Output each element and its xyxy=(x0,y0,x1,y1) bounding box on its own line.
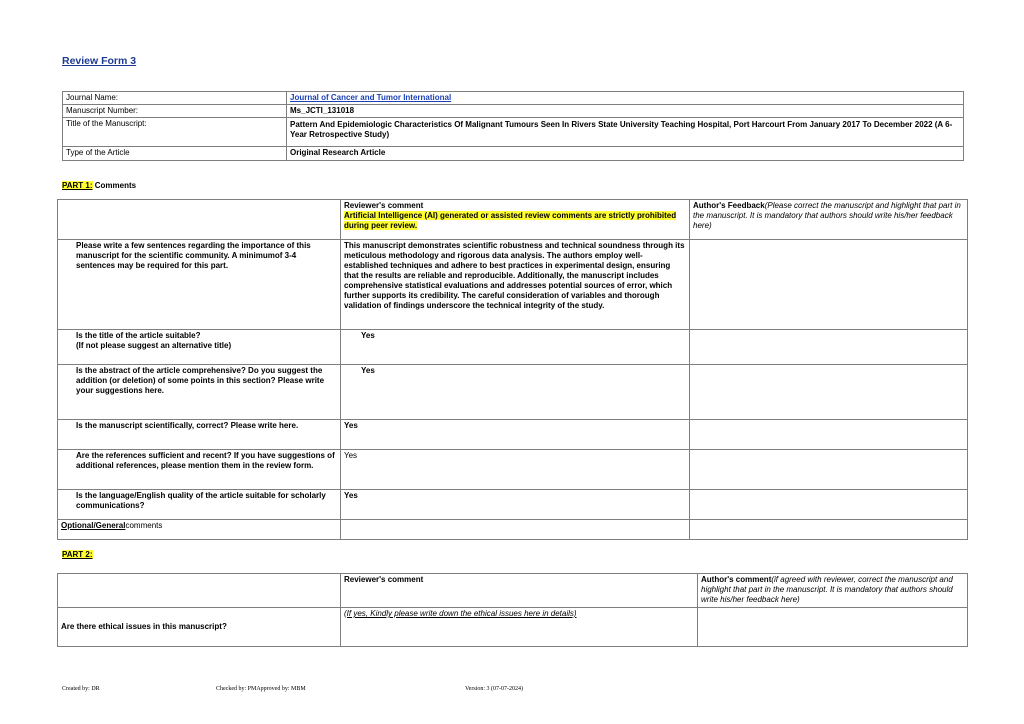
comment-title-suitable: Yes xyxy=(341,330,690,365)
question-scientific: Is the manuscript scientifically, correct? Please write here. xyxy=(58,420,341,450)
ethics-comment-cell[interactable] xyxy=(341,608,698,647)
question-title-line2: (If not please suggest an alternative title) xyxy=(76,341,232,350)
author-feedback-title[interactable] xyxy=(690,330,968,365)
question-title-suitable xyxy=(58,330,341,365)
question-language: Is the language/English quality of the article suitable for scholarly communications? xyxy=(58,490,341,520)
ethics-hint: (If yes, Kindly please write down the ethical issues here in details) xyxy=(344,609,577,618)
manuscript-info-table xyxy=(62,91,964,161)
manuscript-number-value: Ms_JCTI_131018 xyxy=(287,105,964,118)
author-feedback-header: Author's Feedback xyxy=(693,201,765,210)
part1-header-blank xyxy=(58,200,341,240)
author-feedback-optional[interactable] xyxy=(690,520,968,540)
part2-ethics-table xyxy=(57,573,968,647)
comment-importance: This manuscript demonstrates scientific robustness and technical soundness through its meticulous methodology and rigorous data analysis. The authors employ well-established techniques and adhere to best practices in experimental design, ensuring that the results are reliable and reproducible. Additionally, the manuscript includes comprehensive statistical evaluations and addresses potential sources of error, which further supports its credibility. The careful consideration of variables and thorough validation of findings underscore the technical integrity of the study. xyxy=(341,240,690,330)
article-type-value: Original Research Article xyxy=(287,147,964,161)
part1-label: PART 1: xyxy=(62,181,93,190)
reviewer-comment-header: Reviewer's comment xyxy=(344,201,424,210)
form-title: Review Form 3 xyxy=(62,55,137,67)
part2-reviewer-header: Reviewer's comment xyxy=(341,574,698,608)
author-feedback-references[interactable] xyxy=(690,450,968,490)
manuscript-title-value: Pattern And Epidemiologic Characteristics Of Malignant Tumours Seen In Rivers State University Teaching Hospital, Port Harcourt From January 2017 To December 2022 (A 6-Year Retrospective Study) xyxy=(287,118,964,147)
manuscript-number-label: Manuscript Number: xyxy=(63,105,287,118)
author-feedback-instructions: (Please correct the manuscript and highlight that part in the manuscript. It is mandatory that authors should write his/her feedback here) xyxy=(693,201,961,230)
part2-label: PART 2: xyxy=(62,550,93,559)
footer-checked-by: Checked by: PMApproved by: MBM xyxy=(216,686,306,692)
comment-references: Yes xyxy=(341,450,690,490)
optional-general-bold: Optional/General xyxy=(61,521,126,530)
part1-author-header-cell xyxy=(690,200,968,240)
question-title-line1: Is the title of the article suitable? xyxy=(76,331,201,340)
part1-heading xyxy=(62,181,136,190)
author-comment-header: Author's comment xyxy=(701,575,772,584)
comment-language: Yes xyxy=(341,490,690,520)
part1-reviewer-header-cell xyxy=(341,200,690,240)
part1-comments-table xyxy=(57,199,968,540)
footer-created-by: Created by: DR xyxy=(62,686,100,692)
manuscript-title-label: Title of the Manuscript: xyxy=(63,118,287,147)
optional-general-rest: comments xyxy=(125,521,163,530)
question-abstract: Is the abstract of the article comprehensive? Do you suggest the addition (or deletion) of some points in this section? Please write your suggestions here. xyxy=(58,365,341,420)
author-feedback-importance[interactable] xyxy=(690,240,968,330)
question-references: Are the references sufficient and recent? If you have suggestions of additional references, please mention them in the review form. xyxy=(58,450,341,490)
article-type-label: Type of the Article xyxy=(63,147,287,161)
comment-optional[interactable] xyxy=(341,520,690,540)
journal-name-link[interactable]: Journal of Cancer and Tumor International xyxy=(290,93,452,102)
part2-author-header-cell xyxy=(698,574,968,608)
part1-heading-text: Comments xyxy=(94,181,137,190)
footer-version: Version: 3 (07-07-2024) xyxy=(465,686,523,692)
author-feedback-language[interactable] xyxy=(690,490,968,520)
ethics-question: Are there ethical issues in this manuscript? xyxy=(58,608,341,647)
part2-heading xyxy=(62,550,93,559)
author-feedback-abstract[interactable] xyxy=(690,365,968,420)
comment-scientific: Yes xyxy=(341,420,690,450)
ethics-author-comment[interactable] xyxy=(698,608,968,647)
ai-prohibition-notice: Artificial Intelligence (AI) generated or assisted review comments are strictly prohibited during peer review. xyxy=(344,211,677,230)
question-importance: Please write a few sentences regarding the importance of this manuscript for the scientific community. A minimumof 3-4 sentences may be required for this part. xyxy=(58,240,341,330)
author-comment-instructions: (if agreed with reviewer, correct the manuscript and highlight that part in the manuscript. It is mandatory that authors should write his/her feedback here) xyxy=(701,575,953,604)
optional-general-label xyxy=(58,520,341,540)
comment-abstract: Yes xyxy=(341,365,690,420)
part2-header-blank xyxy=(58,574,341,608)
journal-name-label: Journal Name: xyxy=(63,92,287,105)
author-feedback-scientific[interactable] xyxy=(690,420,968,450)
